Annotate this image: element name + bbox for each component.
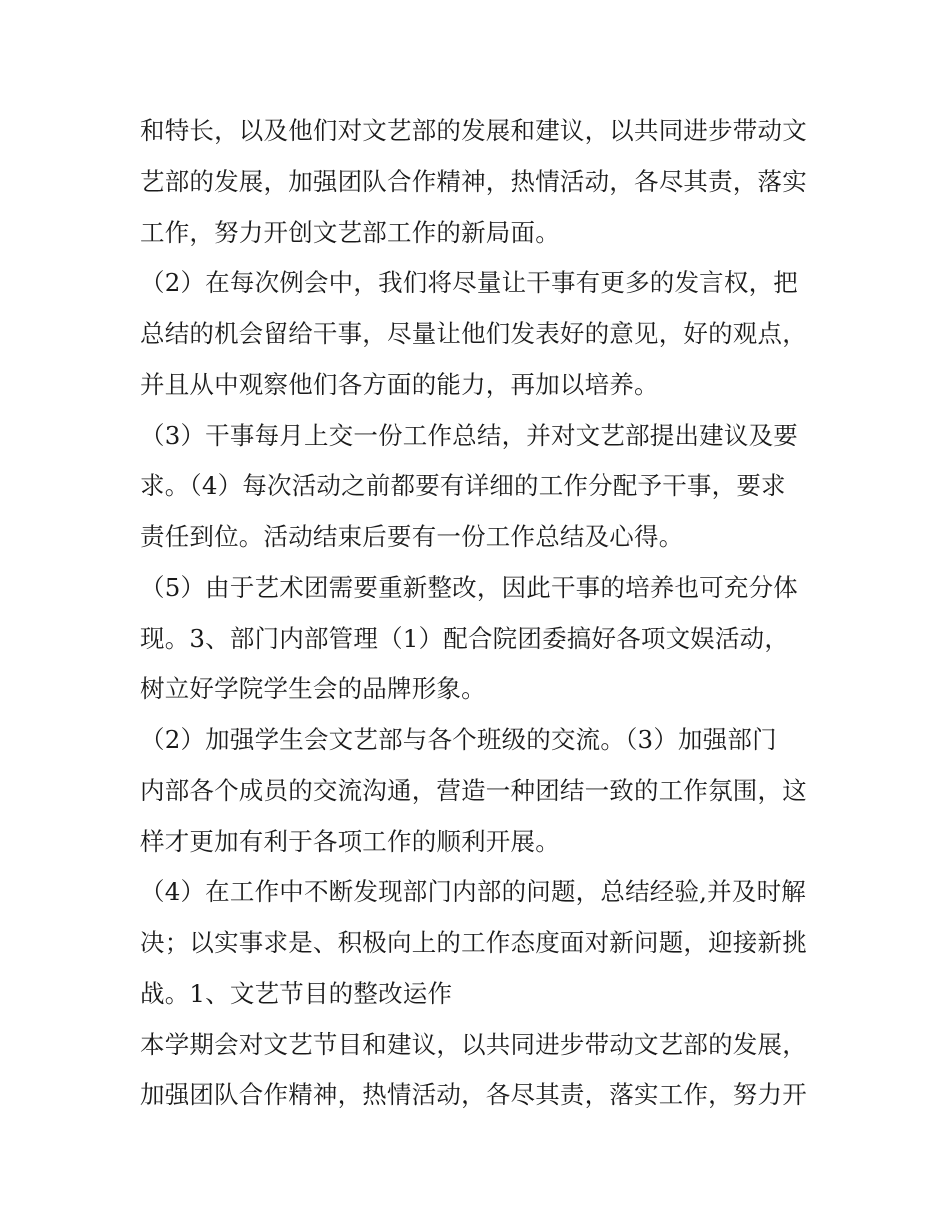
text-line: （2）在每次例会中，我们将尽量让干事有更多的发言权，把	[140, 268, 798, 297]
text-line: 艺部的发展，加强团队合作精神，热情活动，各尽其责，落实	[140, 167, 807, 196]
text-line: （2）加强学生会文艺部与各个班级的交流。（3）加强部门	[140, 725, 777, 754]
text-line: 工作，努力开创文艺部工作的新局面。	[140, 218, 560, 247]
text-line: 责任到位。活动结束后要有一份工作总结及心得。	[140, 522, 684, 551]
text-line: （3）干事每月上交一份工作总结，并对文艺部提出建议及要	[140, 421, 798, 450]
text-line: 样才更加有利于各项工作的顺利开展。	[140, 827, 560, 856]
text-line: 和特长，以及他们对文艺部的发展和建议，以共同进步带动文	[140, 116, 807, 145]
text-line: 加强团队合作精神，热情活动，各尽其责，落实工作，努力开	[140, 1080, 807, 1109]
text-line: （5）由于艺术团需要重新整改，因此干事的培养也可充分体	[140, 573, 798, 602]
text-line: 决；以实事求是、积极向上的工作态度面对新问题，迎接新挑	[140, 928, 807, 957]
text-line: 树立好学院学生会的品牌形象。	[140, 674, 486, 703]
text-line: 本学期会对文艺节目和建议，以共同进步带动文艺部的发展，	[140, 1030, 807, 1059]
text-line: 求。（4）每次活动之前都要有详细的工作分配予干事，要求	[140, 471, 786, 500]
text-line: （4）在工作中不断发现部门内部的问题，总结经验,并及时解	[140, 877, 806, 906]
text-line: 战。1、文艺节目的整改运作	[140, 979, 453, 1008]
text-line: 现。3、部门内部管理（1）配合院团委搞好各项文娱活动，	[140, 624, 790, 653]
text-line: 总结的机会留给干事，尽量让他们发表好的意见，好的观点，	[140, 319, 807, 348]
text-line: 内部各个成员的交流沟通，营造一种团结一致的工作氛围，这	[140, 776, 807, 805]
text-line: 并且从中观察他们各方面的能力，再加以培养。	[140, 370, 659, 399]
